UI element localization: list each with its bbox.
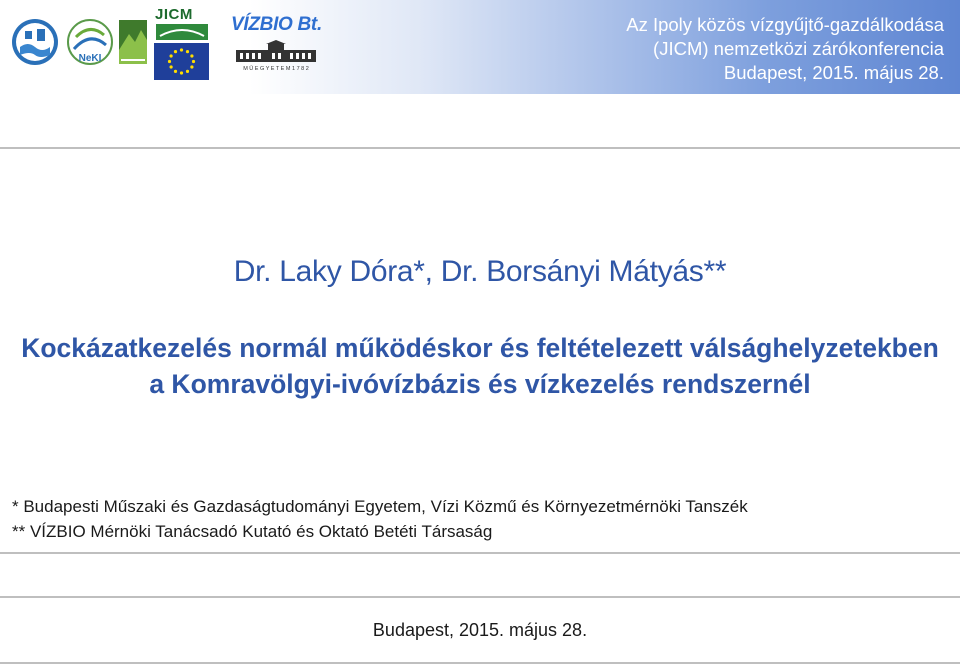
affiliation-1: * Budapesti Műszaki és Gazdaságtudományi Egyetem, Vízi Közmű és Környezetmérnöki Tanszék [12,497,748,516]
conference-line-3: Budapest, 2015. május 28. [723,62,944,83]
conference-info [626,13,944,85]
divider-footer [0,662,960,664]
water-org-logo-icon [10,17,60,67]
footer-date: Budapest, 2015. május 28. [372,620,588,640]
divider-bottom [0,596,960,598]
authors: Dr. Laky Dóra*, Dr. Borsányi Mátyás** [233,255,727,288]
eu-flag-icon [154,43,209,80]
neki-logo-icon [66,17,114,67]
mountain-logo-icon [119,20,147,64]
conference-line-2: (JICM) nemzetközi zárókonferencia [653,38,944,59]
university-building-icon [228,40,324,72]
affiliation-2: ** VÍZBIO Mérnöki Tanácsadó Kutató és Oktató Betéti Társaság [12,522,493,541]
university-logo-text: M Ű E G Y E T E M 1 7 8 2 [243,66,309,72]
divider-top [0,147,960,149]
logo-strip [0,0,330,94]
conference-line-1: Az Ipoly közös vízgyűjtő-gazdálkodása [626,14,944,35]
presentation-title [0,330,960,402]
affiliations [12,494,748,544]
neki-logo-text: NeKI [78,53,102,64]
header-band [0,0,960,94]
jicm-logo-text: JICM [155,6,193,23]
title-line-1: Kockázatkezelés normál működéskor és feltételezett válsághelyzetekben [21,333,939,363]
vizbio-logo-text: VÍZBIO Bt. [231,14,322,35]
title-line-2: a Komravölgyi-ivóvízbázis és vízkezelés rendszernél [149,369,811,399]
jicm-leaf-icon [156,24,208,40]
divider-middle [0,552,960,554]
